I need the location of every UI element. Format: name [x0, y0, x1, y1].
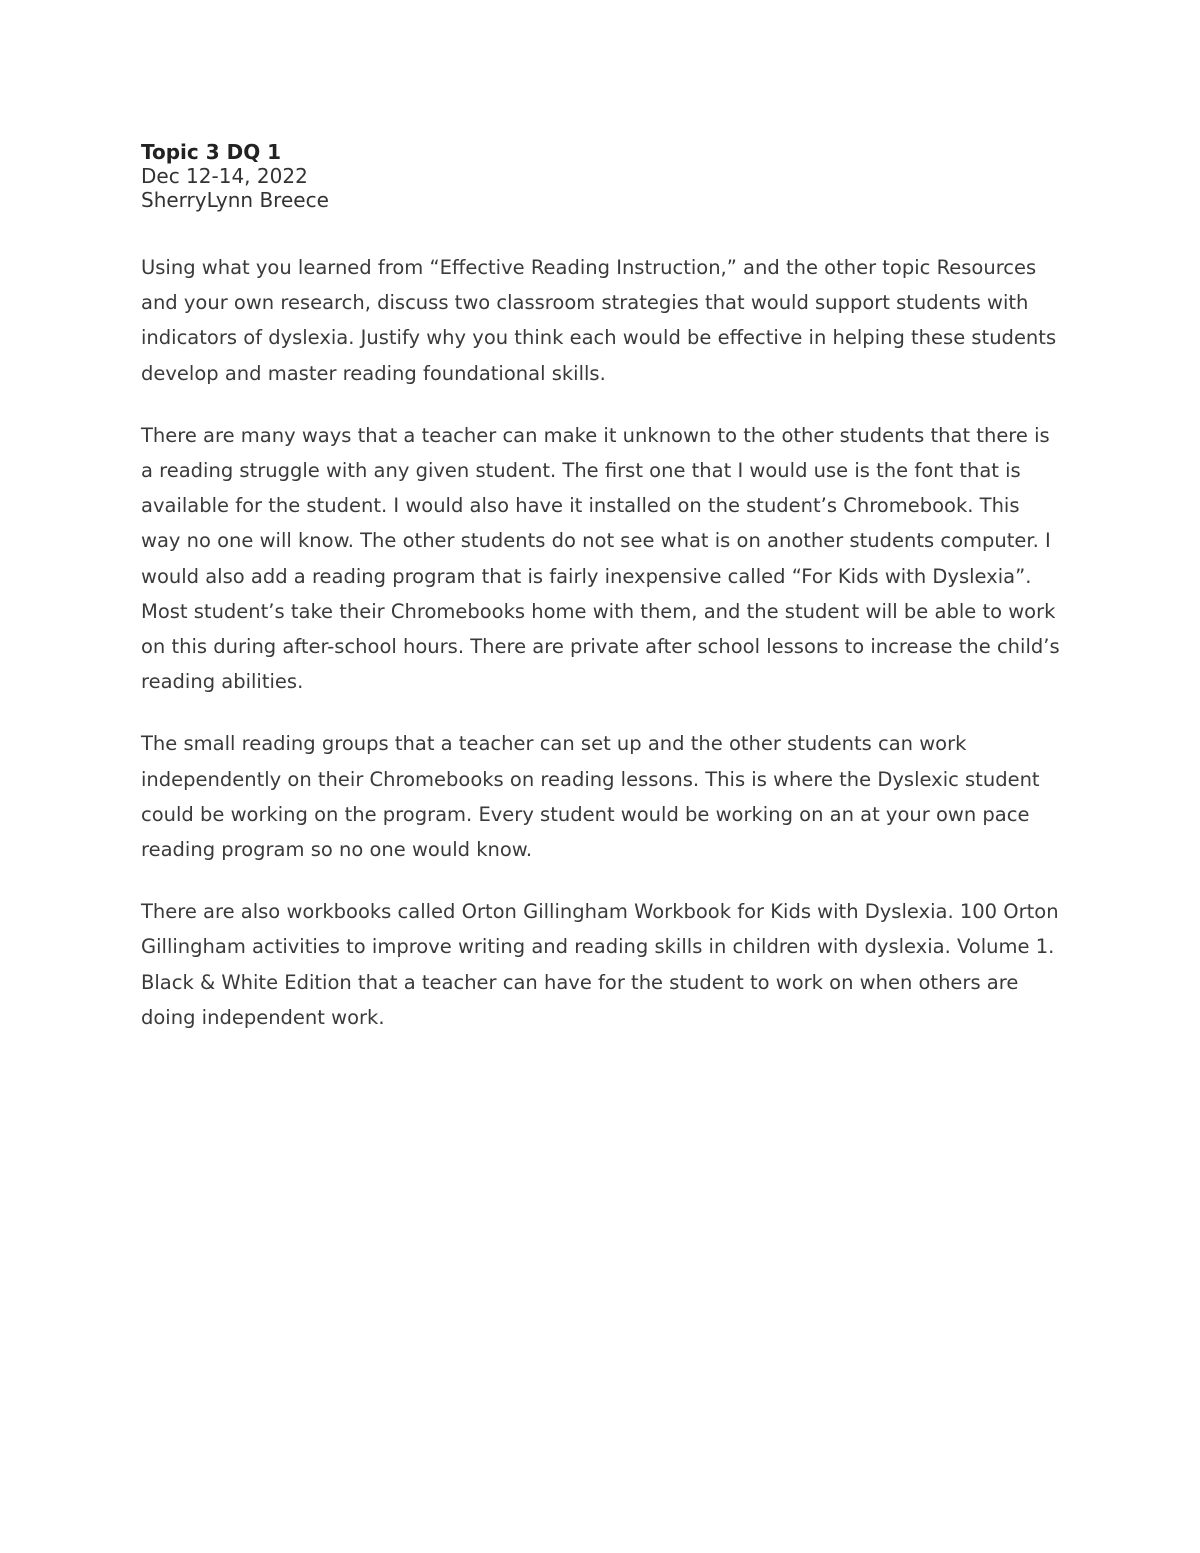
document-header	[141, 140, 1061, 212]
body-paragraph-3: There are also workbooks called Orton Gillingham Workbook for Kids with Dyslexia. 100 Orton Gillingham activities to improve writing and reading skills in children with dyslexia. Volume 1. Black & White Edition that a teacher can have for the student to work on when others are doing independent work.	[141, 900, 1059, 1029]
document-date: Dec 12-14, 2022	[141, 164, 308, 188]
document-page	[141, 140, 1061, 1062]
document-title: Topic 3 DQ 1	[141, 140, 282, 164]
prompt-paragraph: Using what you learned from “Effective Reading Instruction,” and the other topic Resources and your own research, discuss two classroom strategies that would support students with indicators of dyslexia. Justify why you think each would be effective in helping these students develop and master reading foundational skills.	[141, 256, 1057, 385]
body-paragraph-2: The small reading groups that a teacher can set up and the other students can work independently on their Chromebooks on reading lessons. This is where the Dyslexic student could be working on the program. Every student would be working on an at your own pace reading program so no one would know.	[141, 732, 1040, 862]
body-paragraph-1: There are many ways that a teacher can make it unknown to the other students that there is a reading struggle with any given student. The first one that I would use is the font that is available for the student. I would also have it installed on the student’s Chromebook. This way no one will know. The other students do not see what is on another students computer. I would also add a reading program that is fairly inexpensive called “For Kids with Dyslexia”. Most student’s take their Chromebooks home with them, and the student will be able to work on this during after-school hours. There are private after school lessons to increase the child’s reading abilities.	[141, 423, 1060, 694]
document-author: SherryLynn Breece	[141, 188, 329, 212]
